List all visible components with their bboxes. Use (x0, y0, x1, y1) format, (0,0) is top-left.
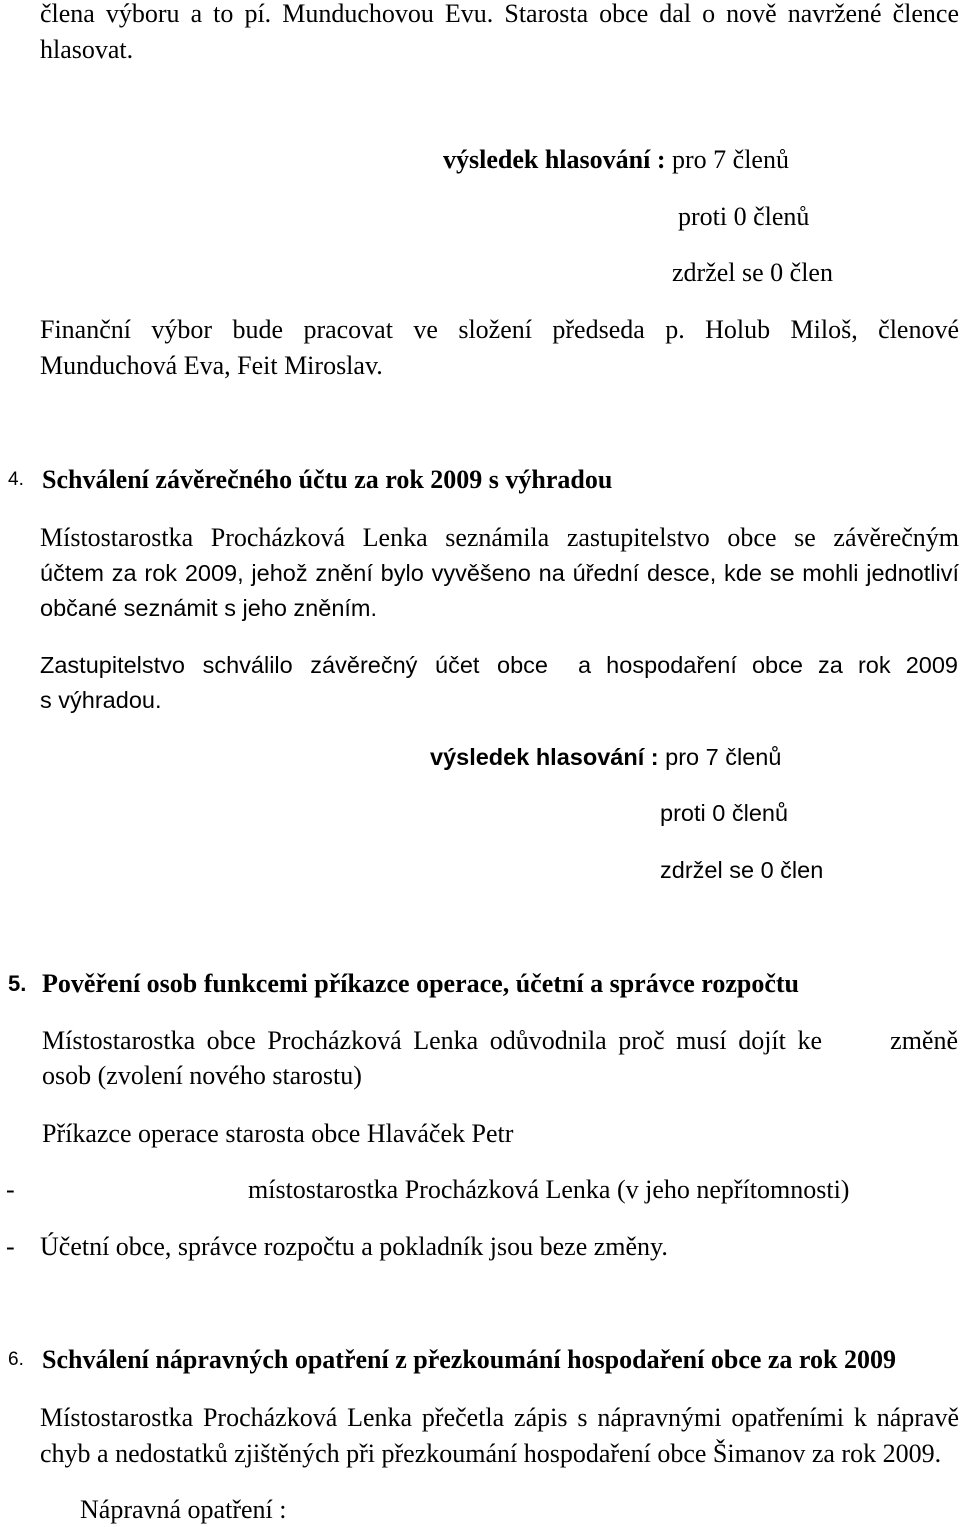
item-4-resolution-line-2: s výhradou. (40, 687, 162, 713)
vote-against: proti 0 členů (660, 800, 789, 826)
item-number: 4. (8, 469, 24, 490)
item-4-resolution-row (0, 651, 960, 679)
item-number: 6. (8, 1349, 24, 1370)
vote-for: pro 7 členů (665, 744, 782, 770)
vote-result-label: výsledek hlasování : (430, 744, 659, 770)
list-item (0, 1176, 960, 1204)
item-6-report-line-1: Místostarostka Procházková Lenka přečetla zápis s nápravnými opatřeními k nápravě (40, 1403, 959, 1432)
item-number: 5. (8, 971, 27, 996)
item-6-heading-row (0, 1346, 960, 1374)
vote-abstain: zdržel se 0 člen (660, 857, 824, 883)
vote-against: proti 0 členů (678, 202, 810, 231)
corrective-measures-subheading: Nápravná opatření : (80, 1495, 287, 1524)
list-item-text: místostarostka Procházková Lenka (v jeho nepřítomnosti) (248, 1175, 850, 1204)
item-4-heading-row (0, 466, 960, 494)
vote-result-2 (430, 743, 781, 771)
intro-line-2: hlasovat. (40, 35, 134, 64)
item-4-report-line-3: občané seznámit s jeho zněním. (40, 595, 378, 621)
item-4-report-line-2: účtem za rok 2009, jehož znění bylo vyvěšeno na úřední desce, kde se mohli jednotliví (40, 560, 959, 586)
authorizing-officer: Příkazce operace starosta obce Hlaváček Petr (42, 1119, 514, 1148)
resolution-part-2: a hospodaření obce za rok 2009 (578, 652, 958, 678)
list-marker: - (6, 1175, 15, 1204)
reason-part-2: změně (890, 1026, 958, 1055)
item-heading: Schválení nápravných opatření z přezkoumání hospodaření obce za rok 2009 (42, 1345, 896, 1374)
list-item-text: Účetní obce, správce rozpočtu a pokladník jsou beze změny. (40, 1232, 668, 1261)
list-marker: - (6, 1232, 15, 1261)
item-heading: Pověření osob funkcemi příkazce operace, účetní a správce rozpočtu (42, 969, 799, 998)
intro-line-1: člena výboru a to pí. Munduchovou Evu. Starosta obce dal o nově navržené člence (40, 0, 959, 28)
item-4-report-line-1: Místostarostka Procházková Lenka seznámila zastupitelstvo obce se závěrečným (40, 523, 959, 552)
vote-abstain: zdržel se 0 člen (672, 258, 833, 287)
finance-committee-line-2: Munduchová Eva, Feit Miroslav. (40, 351, 383, 380)
item-5-reason-row (0, 1027, 960, 1055)
item-5-heading-row (0, 970, 960, 998)
finance-committee-line-1: Finanční výbor bude pracovat ve složení předseda p. Holub Miloš, členové (40, 315, 959, 344)
vote-result-1 (443, 146, 789, 174)
vote-result-label: výsledek hlasování : (443, 145, 666, 174)
reason-part-1: Místostarostka obce Procházková Lenka odůvodnila proč musí dojít ke (42, 1026, 822, 1055)
vote-for: pro 7 členů (672, 145, 789, 174)
item-heading: Schválení závěrečného účtu za rok 2009 s výhradou (42, 465, 613, 494)
item-6-report-line-2: chyb a nedostatků zjištěných při přezkoumání hospodaření obce Šimanov za rok 2009. (40, 1439, 942, 1468)
resolution-part-1: Zastupitelstvo schválilo závěrečný účet obce (40, 652, 548, 678)
list-item (0, 1233, 960, 1261)
item-5-reason-line-2: osob (zvolení nového starostu) (42, 1061, 362, 1090)
